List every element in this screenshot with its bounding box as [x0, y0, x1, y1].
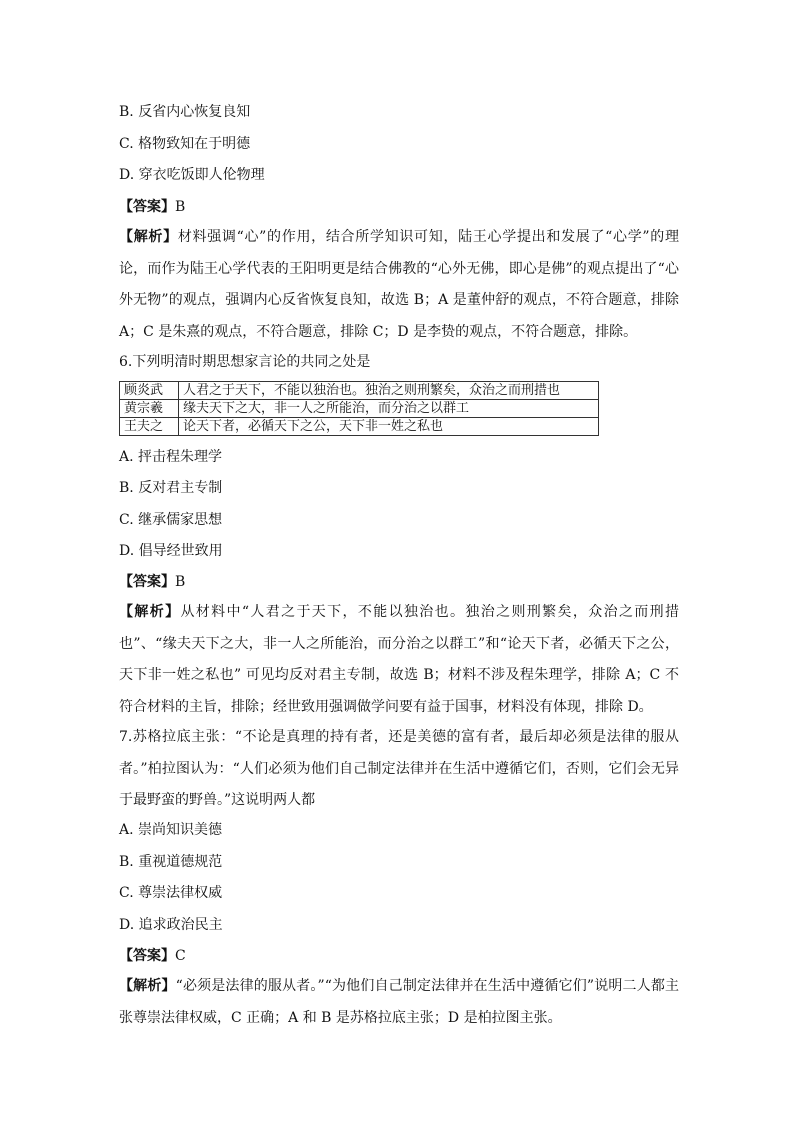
analysis-label: 【解析】 — [119, 604, 181, 620]
answer-label: 【答案】 — [119, 948, 175, 964]
q6-answer — [119, 573, 185, 591]
analysis-text: 从材料中“人君之于天下，不能以独治也。独治之则刑繁矣，众治之而刑措也”、“缘夫天下之大，非一人之所能治，而分治之以群工”和“论天下者，必循天下之公，天下非一姓之私也” 可见均反对君主专制，故选 B；材料不涉及程朱理学，排除 A；C 不符合材料的主旨，排除；经世致用强调做学问要有益于国事，材料没有体现，排除 D。 — [119, 604, 680, 715]
table-cell-quote: 论天下者，必循天下之公，天下非一姓之私也 — [179, 418, 599, 436]
q5-option-b: B. 反省内心恢复良知 — [119, 104, 251, 120]
q6-option-b: B. 反对君主专制 — [119, 480, 223, 496]
q5-option-c: C. 格物致知在于明德 — [119, 136, 251, 152]
answer-value: B — [175, 574, 186, 590]
q7-option-b: B. 重视道德规范 — [119, 854, 223, 870]
q7-analysis — [119, 971, 679, 1034]
q7-answer — [119, 947, 186, 965]
analysis-text: “必须是法律的服从者。”“为他们自己制定法律并在生活中遵循它们”说明二人都主张尊崇法律权威，C 正确；A 和 B 是苏格拉底主张；D 是柏拉图主张。 — [119, 978, 679, 1026]
q6-option-c: C. 继承儒家思想 — [119, 512, 223, 528]
q7-option-c: C. 尊崇法律权威 — [119, 885, 223, 901]
q6-material-table — [119, 381, 599, 436]
q7-option-d: D. 追求政治民主 — [119, 917, 223, 933]
table-row — [120, 400, 599, 418]
q6-stem: 6.下列明清时期思想家言论的共同之处是 — [119, 354, 371, 370]
answer-value: C — [175, 948, 186, 964]
q5-option-d: D. 穿衣吃饭即人伦物理 — [119, 167, 265, 183]
q7-option-a: A. 崇尚知识美德 — [119, 822, 223, 838]
table-cell-quote: 缘夫天下之大，非一人之所能治，而分治之以群工 — [179, 400, 599, 418]
analysis-text: 材料强调“心”的作用，结合所学知识可知，陆王心学提出和发展了“心学”的理论，而作为陆王心学代表的王阳明更是结合佛教的“心外无佛，即心是佛”的观点提出了“心外无物”的观点，强调内心反省恢复良知，故选 B；A 是董仲舒的观点，不符合题意，排除 A；C 是朱熹的观点，不符合题意，排除 C；D 是李贽的观点，不符合题意，排除。 — [119, 229, 679, 340]
q5-answer — [119, 198, 185, 216]
table-row — [120, 418, 599, 436]
table-cell-name: 顾炎武 — [120, 382, 179, 400]
answer-value: B — [175, 199, 186, 215]
q6-analysis — [119, 597, 679, 723]
q7-stem: 7.苏格拉底主张：“不论是真理的持有者，还是美德的富有者，最后却必须是法律的服从者。”柏拉图认为：“人们必须为他们自己制定法律并在生活中遵循它们，否则，它们会无异于最野蛮的野兽。”这说明两人都 — [119, 729, 679, 808]
q6-option-a: A. 抨击程朱理学 — [119, 449, 223, 465]
analysis-label: 【解析】 — [119, 978, 176, 994]
answer-label: 【答案】 — [119, 574, 175, 590]
table-row — [120, 382, 599, 400]
analysis-label: 【解析】 — [119, 229, 178, 245]
q6-option-d: D. 倡导经世致用 — [119, 543, 223, 559]
table-cell-quote: 人君之于天下，不能以独治也。独治之则刑繁矣，众治之而刑措也 — [179, 382, 599, 400]
answer-label: 【答案】 — [119, 199, 175, 215]
q5-analysis — [119, 222, 679, 348]
table-cell-name: 王夫之 — [120, 418, 179, 436]
table-cell-name: 黄宗羲 — [120, 400, 179, 418]
